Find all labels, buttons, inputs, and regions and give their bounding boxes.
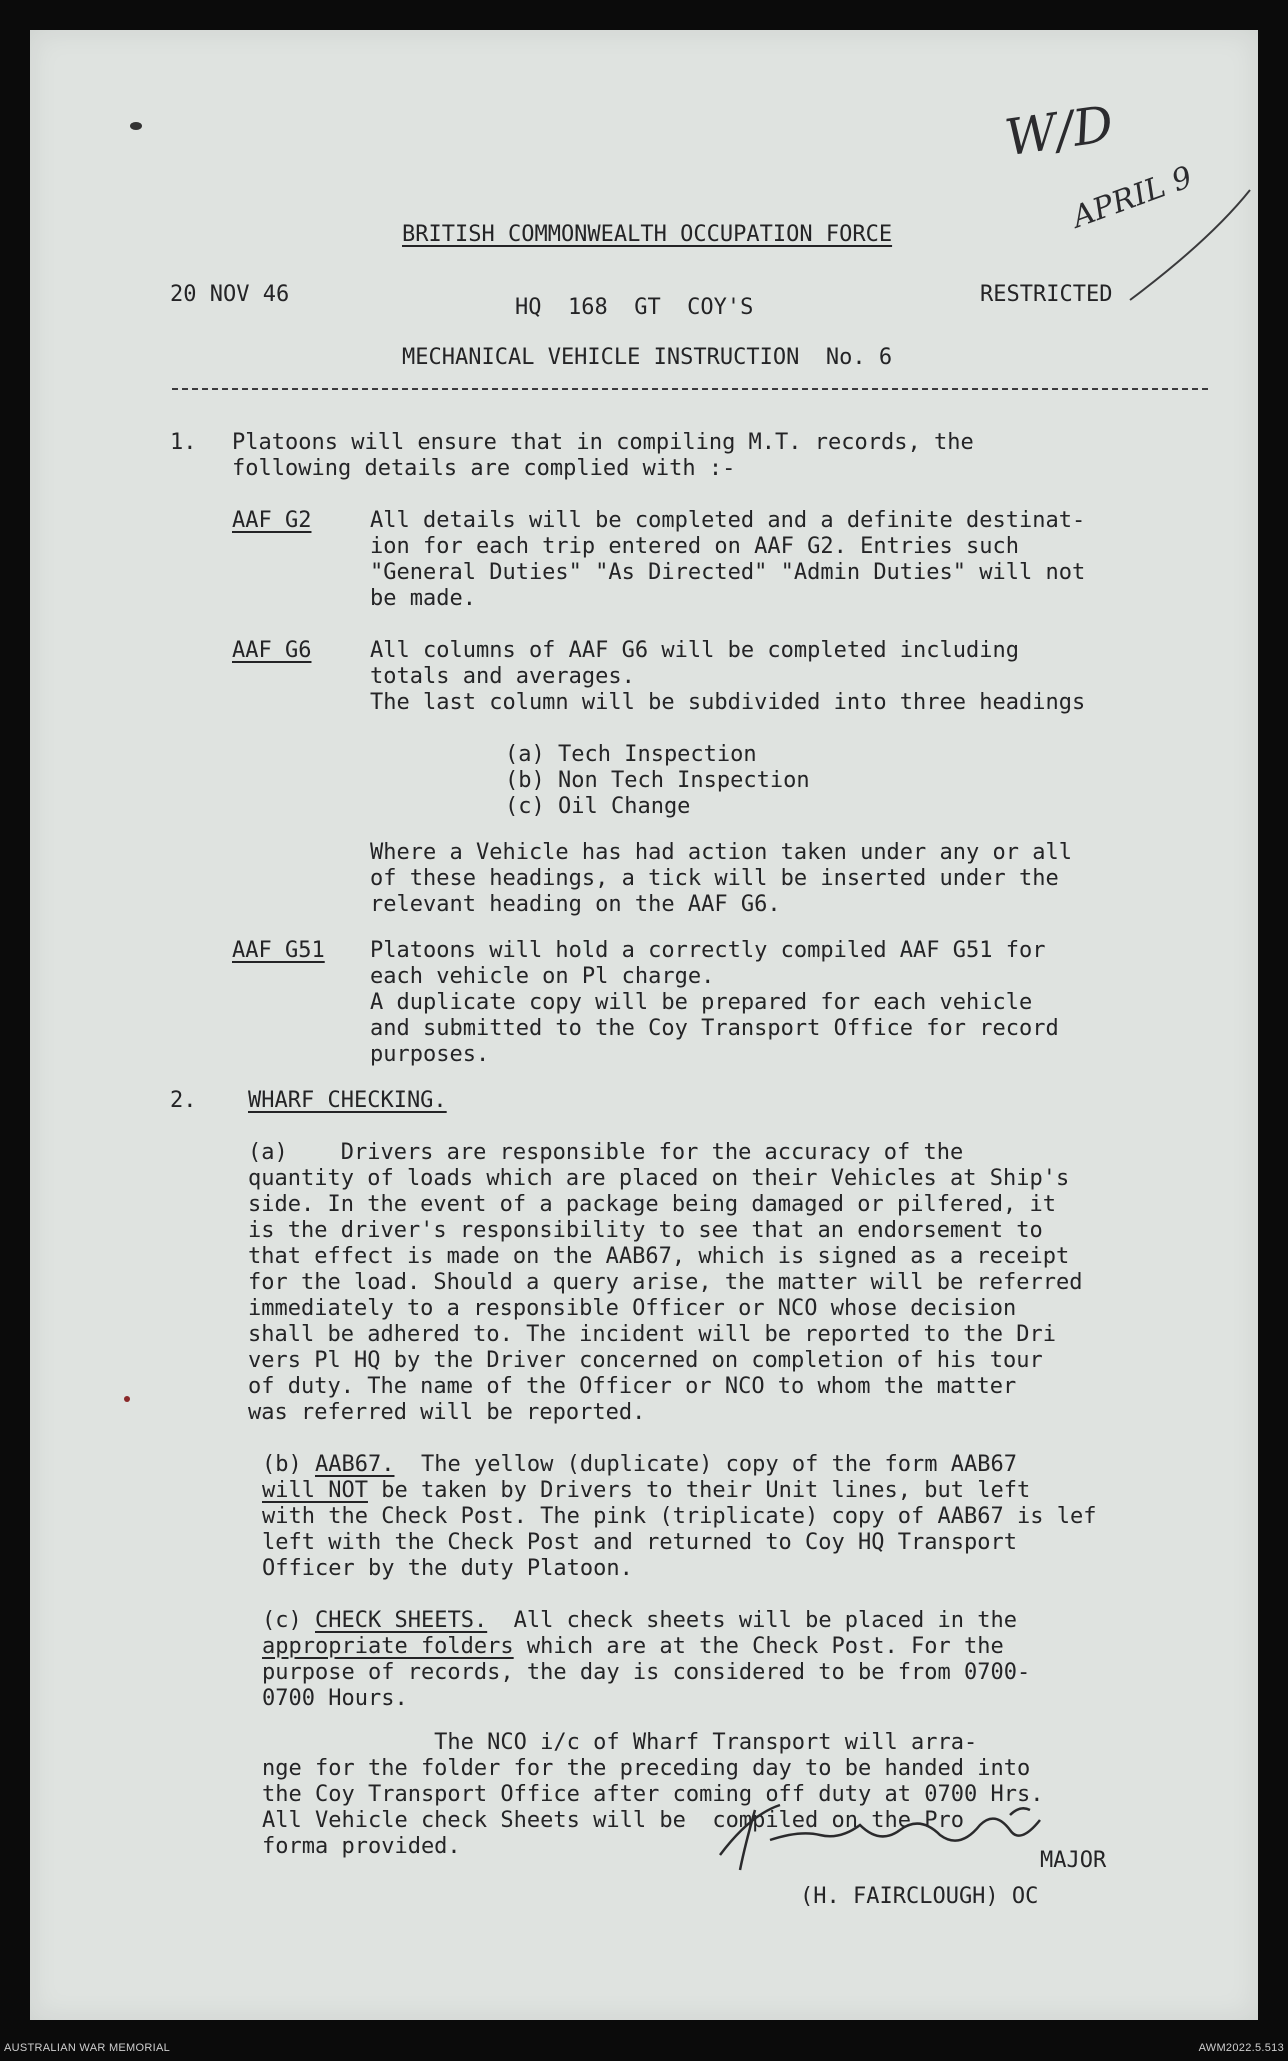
para2c-para2-line: forma provided. [262,1834,461,1859]
para2b-line: with the Check Post. The pink (triplicate) copy of AAB67 is lef [262,1504,1097,1529]
para2a-line: quantity of loads which are placed on their Vehicles at Ship's [248,1166,1070,1191]
handwritten-stroke [1110,170,1258,310]
para2a-line: side. In the event of a package being damaged or pilfered, it [248,1192,1056,1217]
para2c-para2-line: The NCO i/c of Wharf Transport will arra- [262,1730,978,1755]
para2c-line1 [262,1608,1017,1634]
g6-after-line: of these headings, a tick will be inserted under the [370,866,1059,891]
handwritten-wd: W/D [1001,94,1117,168]
ink-dot [124,1396,130,1402]
para2c-text: which are at the Check Post. For the [513,1634,1004,1659]
g2-line: All details will be completed and a definite destinat- [370,508,1086,533]
para2c-line: 0700 Hours. [262,1686,408,1711]
g2-line: ion for each trip entered on AAF G2. Entries such [370,534,1020,559]
para2a-line: shall be adhered to. The incident will be reported to the Dri [248,1322,1056,1347]
form-label-g2: AAF G2 [232,508,312,533]
para2a-line: of duty. The name of the Officer or NCO to whom the matter [248,1374,1017,1399]
para2c-text: All check sheets will be placed in the [487,1608,1017,1633]
para2a-line: is the driver's responsibility to see that an endorsement to [248,1218,1043,1243]
para2c-para2-line: nge for the folder for the preceding day to be handed into [262,1756,1031,1781]
para2-number: 2. [170,1088,197,1113]
para2b-line: Officer by the duty Platoon. [262,1556,633,1581]
para2b-label: (b) [262,1452,302,1477]
para1-number: 1. [170,430,197,455]
para2c-line2 [262,1634,1004,1660]
g51-line: Platoons will hold a correctly compiled AAF G51 for [370,938,1046,963]
para2a-line: for the load. Should a query arise, the matter will be referred [248,1270,1083,1295]
g51-line: A duplicate copy will be prepared for each vehicle [370,990,1033,1015]
org-heading: BRITISH COMMONWEALTH OCCUPATION FORCE [402,222,893,247]
para2c-line: purpose of records, the day is considered to be from 0700- [262,1660,1031,1685]
para2c-appropriate: appropriate folders [262,1634,514,1659]
g6-list-item: (b) Non Tech Inspection [505,768,810,793]
g6-list-item: (a) Tech Inspection [505,742,757,767]
para2c-heading: CHECK SHEETS. [315,1608,488,1633]
para2a-line: immediately to a responsible Officer or NCO whose decision [248,1296,1017,1321]
para2b-text: The yellow (duplicate) copy of the form AAB67 [394,1452,1018,1477]
para2b-line2 [262,1478,1030,1504]
g6-list-item: (c) Oil Change [505,794,691,819]
para2b-heading: AAB67. [315,1452,395,1477]
document-title: MECHANICAL VEHICLE INSTRUCTION No. 6 [402,345,893,370]
para2a-line: that effect is made on the AAB67, which is signed as a receipt [248,1244,1070,1269]
para1-intro-line1: Platoons will ensure that in compiling M.T. records, the [232,430,974,455]
para2b-line1 [262,1452,1017,1478]
document-date: 20 NOV 46 [170,282,290,307]
signatory-rank: MAJOR [1040,1848,1107,1873]
g2-line: be made. [370,586,476,611]
header-divider [172,388,1208,390]
g6-after-line: relevant heading on the AAF G6. [370,892,781,917]
unit-heading: HQ 168 GT COY'S [515,295,754,320]
para2c-para2-line: All Vehicle check Sheets will be compiled on the Pro [262,1808,964,1833]
g6-line: All columns of AAF G6 will be completed including [370,638,1020,663]
g51-line: and submitted to the Coy Transport Office for record [370,1016,1059,1041]
footer-accession: AWM2022.5.513 [1198,2042,1284,2054]
para2b-not: will NOT [262,1478,368,1503]
para2c-para2-line: the Coy Transport Office after coming off duty at 0700 Hrs. [262,1782,1044,1807]
para1-intro-line2: following details are complied with :- [232,456,736,481]
para2a-line: vers Pl HQ by the Driver concerned on completion of his tour [248,1348,1043,1373]
para2c-label: (c) [262,1608,302,1633]
footer-institution: AUSTRALIAN WAR MEMORIAL [4,2042,171,2054]
para2b-line: left with the Check Post and returned to Coy HQ Transport [262,1530,1017,1555]
g51-line: each vehicle on Pl charge. [370,964,715,989]
para2-heading: WHARF CHECKING. [248,1088,447,1113]
g6-line: The last column will be subdivided into three headings [370,690,1086,715]
g2-line: "General Duties" "As Directed" "Admin Duties" will not [370,560,1086,585]
g6-line: totals and averages. [370,664,635,689]
ink-mark [130,122,142,130]
g6-after-line: Where a Vehicle has had action taken under any or all [370,840,1072,865]
para2b-text: be taken by Drivers to their Unit lines, but left [367,1478,1031,1503]
form-label-g51: AAF G51 [232,938,325,963]
classification-label: RESTRICTED [980,282,1113,307]
signatory-name: (H. FAIRCLOUGH) OC [800,1884,1039,1909]
handwritten-note: APRIL 9 [1067,159,1198,236]
g51-line: purposes. [370,1042,490,1067]
signature-scrawl [710,1795,1070,1875]
para2a-line: (a) Drivers are responsible for the accuracy of the [248,1140,964,1165]
document-page [30,30,1258,2020]
form-label-g6: AAF G6 [232,638,312,663]
para2a-line: was referred will be reported. [248,1400,646,1425]
